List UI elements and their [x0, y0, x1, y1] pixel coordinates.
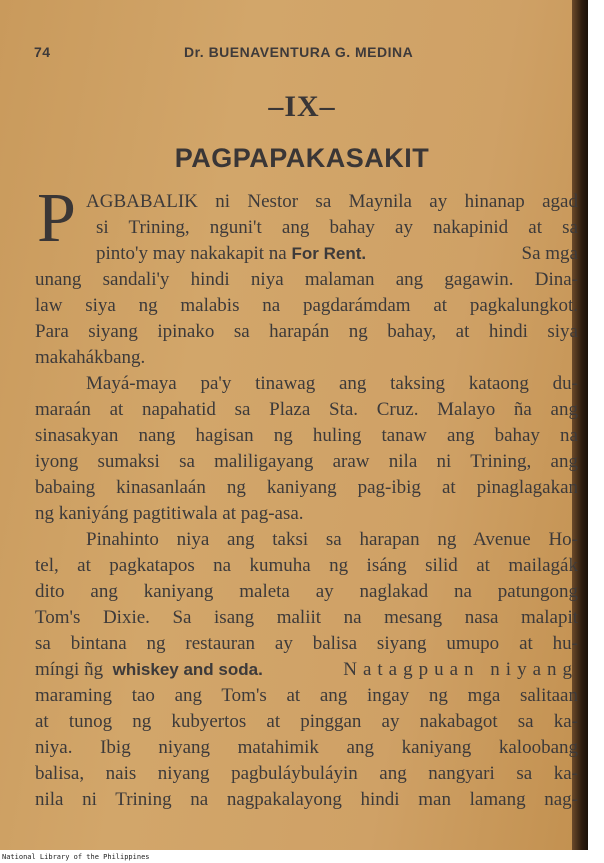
- text-line-23: balisa, nais niyang pagbuláybuláyin ang nangyari sa ka-: [35, 763, 578, 784]
- text-line-12: babaing kinasanlaán ng kaniyang pag-ibig at pinaglagakan: [35, 477, 578, 498]
- text-line-24: nila ni Trining na nagpakalayong hindi man lamang nag-: [35, 789, 578, 810]
- text-line-14: Pinahinto niya ang taksi sa harapan ng Avenue Ho-: [86, 529, 578, 550]
- chapter-title: PAGPAPAKASAKIT: [174, 143, 430, 173]
- text-line-13: ng kaniyáng pagtitiwala at pag-asa.: [35, 503, 304, 524]
- library-credit: National Library of the Philippines: [2, 853, 150, 861]
- text-line-2: si Trining, nguni't ang bahay ay nakapinid at sa: [96, 217, 578, 238]
- text-line-6: Para siyang ipinako sa harapán ng bahay, at hindi siya: [35, 321, 578, 342]
- text-line-9: maraán at napahatid sa Plaza Sta. Cruz. Malayo ña ang: [35, 399, 578, 420]
- text-line-21: at tunog ng kubyertos at pinggan ay nakabagot sa ka-: [35, 711, 578, 732]
- text-line-3-end: Sa mga: [521, 243, 578, 264]
- text-line-5: law siya ng malabis na pagdarámdam at pagkalungkot.: [35, 295, 578, 316]
- text-line-15: tel, at pagkatapos na kumuha ng isáng silid at mailagák: [35, 555, 578, 576]
- text-line-3: [96, 241, 578, 267]
- text-line-19-start: míngi ñg: [35, 659, 104, 680]
- whiskey-and-soda: whiskey and soda.: [112, 660, 263, 679]
- drop-cap: P: [37, 180, 76, 257]
- text-line-17: Tom's Dixie. Sa isang maliit na mesang nasa malapit: [35, 607, 578, 628]
- for-rent-sign: For Rent.: [291, 244, 367, 263]
- text-line-4: unang sandali'y hindi niya malaman ang gagawin. Dina-: [35, 269, 578, 290]
- text-line-20: maraming tao ang Tom's at ang ingay ng mga salitaan: [35, 685, 578, 706]
- text-line-7: makahákbang.: [35, 347, 146, 368]
- chapter-number: –IX–: [268, 90, 336, 123]
- text-line-11: iyong sumaksi sa maliligayang araw nila ni Trining, ang: [35, 451, 578, 472]
- text-line-16: dito ang kaniyang maleta ay naglakad na patungong: [35, 581, 578, 602]
- text-line-3-start: pinto'y may nakakapit na: [96, 243, 287, 264]
- text-line-22: niya. Ibig niyang matahimik ang kaniyang kaloobang: [35, 737, 578, 758]
- text-line-1: AGBABALIK ni Nestor sa Maynila ay hinanap agad: [86, 191, 578, 212]
- text-line-19-end: Natagpuan niyang: [343, 659, 578, 680]
- text-line-19: [35, 657, 578, 683]
- text-line-18: sa bintana ng restauran ay balisa siyang umupo at hu-: [35, 633, 578, 654]
- text-line-8: Mayá-maya pa'y tinawag ang taksing kataong du-: [86, 373, 578, 394]
- text-line-10: sinasakyan nang hagisan ng huling tanaw ang bahay na: [35, 425, 578, 446]
- running-header: [34, 44, 574, 62]
- running-header-author: Dr. BUENAVENTURA G. MEDINA: [184, 44, 414, 60]
- page-number: 74: [34, 44, 51, 60]
